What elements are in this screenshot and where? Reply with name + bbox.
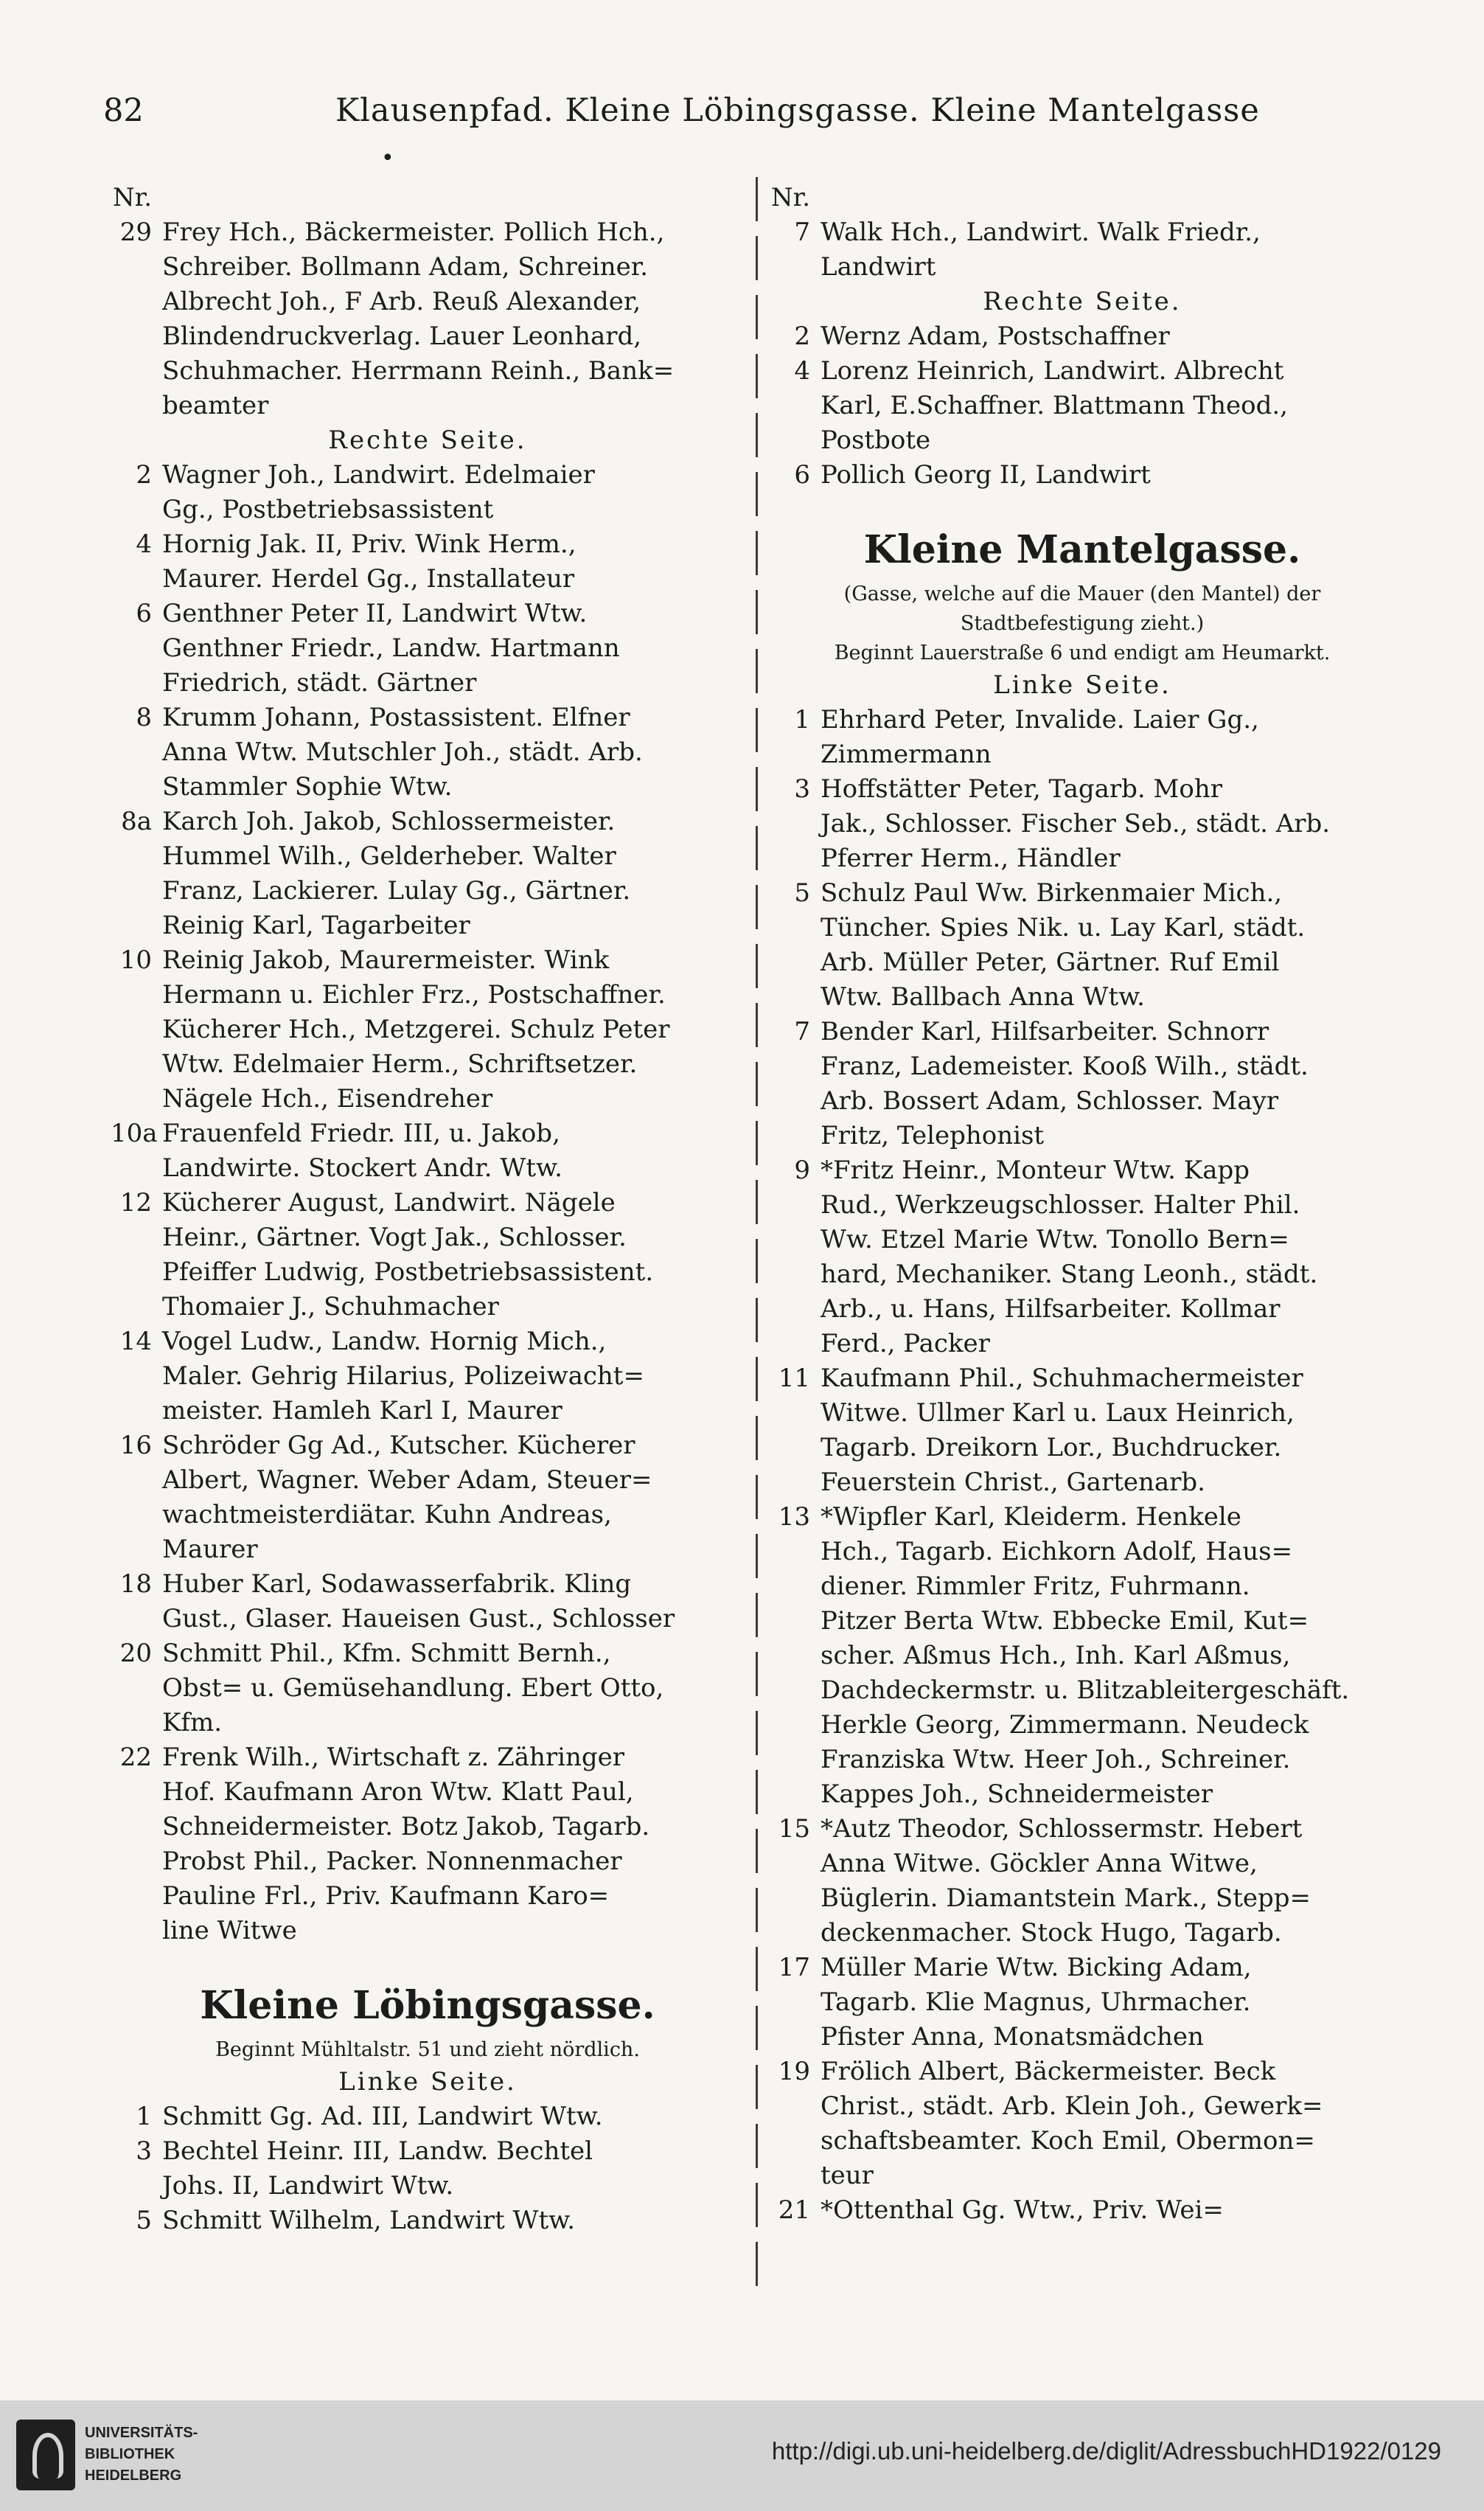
address-continuation	[769, 1881, 1396, 1916]
address-entry	[769, 1153, 1396, 1188]
entry-text: Schröder Gg Ad., Kutscher. Kücherer	[162, 1431, 635, 1460]
entry-text: Arb., u. Hans, Hilfsarbeiter. Kollmar	[821, 1294, 1281, 1324]
house-number: 4	[794, 356, 810, 386]
entry-text: Pferrer Herm., Händler	[821, 844, 1121, 873]
entry-text: Friedrich, städt. Gärtner	[162, 668, 477, 698]
entry-text: Huber Karl, Sodawasserfabrik. Kling	[162, 1569, 632, 1599]
entry-text: Kücherer Hch., Metzgerei. Schulz Peter	[162, 1015, 670, 1044]
entry-text: Tüncher. Spies Nik. u. Lay Karl, städt.	[821, 913, 1306, 942]
entry-text: Rud., Werkzeugschlosser. Halter Phil.	[821, 1190, 1300, 1220]
address-entry	[111, 805, 745, 839]
house-number: 14	[119, 1327, 152, 1356]
entry-text: Probst Phil., Packer. Nonnenmacher	[162, 1847, 622, 1876]
entry-text: Kücherer August, Landwirt. Nägele	[162, 1188, 616, 1218]
entry-text: Walk Hch., Landwirt. Walk Friedr.,	[821, 218, 1261, 247]
street-description: Beginnt Lauerstraße 6 und endigt am Heumarkt.	[834, 642, 1331, 664]
address-continuation	[111, 389, 745, 423]
address-continuation	[769, 945, 1396, 980]
address-continuation	[111, 1879, 745, 1914]
address-entry	[111, 1567, 745, 1602]
address-continuation	[111, 1671, 745, 1706]
entry-text: Wernz Adam, Postschaffner	[821, 322, 1170, 351]
entry-text: Tagarb. Dreikorn Lor., Buchdrucker.	[821, 1433, 1282, 1462]
address-entry	[769, 1951, 1396, 1985]
address-continuation	[111, 285, 745, 319]
address-continuation	[111, 1532, 745, 1567]
address-entry	[111, 2134, 745, 2169]
entry-text: Lorenz Heinrich, Landwirt. Albrecht	[821, 356, 1284, 386]
address-entry	[111, 527, 745, 562]
address-continuation	[769, 1673, 1396, 1708]
entry-text: Landwirt	[821, 252, 936, 282]
address-continuation	[111, 1914, 745, 1948]
entry-text: Feuerstein Christ., Gartenarb.	[821, 1468, 1205, 1497]
address-continuation	[111, 1359, 745, 1394]
address-continuation	[111, 1255, 745, 1290]
address-continuation	[111, 1463, 745, 1498]
entry-text: *Autz Theodor, Schlossermstr. Hebert	[821, 1814, 1303, 1844]
address-continuation	[769, 1604, 1396, 1639]
address-continuation	[769, 1257, 1396, 1292]
address-entry	[111, 2203, 745, 2238]
address-entry	[111, 458, 745, 493]
entry-text: Karl, E.Schaffner. Blattmann Theod.,	[821, 391, 1288, 420]
side-heading: Rechte Seite.	[983, 287, 1182, 316]
address-continuation	[111, 1775, 745, 1810]
house-number: 18	[119, 1569, 152, 1599]
address-entry	[769, 319, 1396, 354]
entry-text: Witwe. Ullmer Karl u. Laux Heinrich,	[821, 1398, 1295, 1428]
address-continuation	[769, 1847, 1396, 1881]
address-continuation	[111, 1394, 745, 1428]
address-continuation	[769, 1985, 1396, 2020]
house-number: 15	[778, 1814, 810, 1844]
entry-text: Hummel Wilh., Gelderheber. Walter	[162, 841, 616, 871]
house-number: 4	[136, 529, 152, 559]
address-entry	[769, 1361, 1396, 1396]
street-title: Kleine Mantelgasse.	[863, 527, 1301, 572]
entry-text: Ww. Etzel Marie Wtw. Tonollo Bern=	[821, 1225, 1289, 1254]
entry-text: Bender Karl, Hilfsarbeiter. Schnorr	[821, 1017, 1269, 1046]
address-continuation	[769, 2124, 1396, 2159]
address-continuation	[111, 493, 745, 527]
house-number: 2	[794, 322, 810, 351]
address-entry	[111, 1186, 745, 1220]
library-logo-icon	[16, 2420, 75, 2490]
address-continuation	[769, 1777, 1396, 1812]
address-entry	[111, 1428, 745, 1463]
address-continuation	[769, 1049, 1396, 1084]
entry-text: meister. Hamleh Karl I, Maurer	[162, 1396, 562, 1425]
entry-text: Genthner Peter II, Landwirt Wtw.	[162, 599, 588, 628]
address-continuation	[111, 1844, 745, 1879]
column-divider	[756, 177, 758, 2301]
house-number: 6	[136, 599, 152, 628]
address-entry	[769, 2055, 1396, 2089]
entry-text: Wtw. Edelmaier Herm., Schriftsetzer.	[162, 1049, 638, 1079]
entry-text: Maler. Gehrig Hilarius, Polizeiwacht=	[162, 1361, 644, 1391]
entry-text: Albrecht Joh., F Arb. Reuß Alexander,	[162, 287, 641, 316]
address-entry	[111, 215, 745, 250]
address-continuation	[111, 562, 745, 597]
address-continuation	[769, 807, 1396, 841]
spacer	[111, 1948, 745, 1976]
address-continuation	[111, 1810, 745, 1844]
entry-text: Stammler Sophie Wtw.	[162, 772, 453, 802]
entry-text: Frauenfeld Friedr. III, u. Jakob,	[162, 1119, 560, 1148]
address-entry	[769, 876, 1396, 911]
entry-text: Maurer	[162, 1535, 258, 1564]
house-number: 10	[119, 945, 152, 975]
entry-text: Pauline Frl., Priv. Kaufmann Karo=	[162, 1881, 610, 1911]
house-number: 10a	[111, 1119, 158, 1148]
address-entry	[769, 1500, 1396, 1535]
entry-text: Wagner Joh., Landwirt. Edelmaier	[162, 460, 595, 490]
library-name: UNIVERSITÄTS- BIBLIOTHEK HEIDELBERG	[85, 2425, 198, 2484]
page-header	[103, 85, 1401, 136]
address-entry	[111, 1740, 745, 1775]
entry-text: Schuhmacher. Herrmann Reinh., Bank=	[162, 356, 675, 386]
house-number: 9	[794, 1156, 810, 1185]
house-number: Nr.	[112, 183, 152, 212]
address-continuation	[769, 1084, 1396, 1119]
entry-text: Gg., Postbetriebsassistent	[162, 495, 494, 524]
entry-text: *Fritz Heinr., Monteur Wtw. Kapp	[821, 1156, 1250, 1185]
entry-text: Krumm Johann, Postassistent. Elfner	[162, 703, 630, 732]
entry-text: Karch Joh. Jakob, Schlossermeister.	[162, 807, 616, 836]
entry-text: Reinig Jakob, Maurermeister. Wink	[162, 945, 610, 975]
address-continuation	[111, 1290, 745, 1324]
entry-text: Pfister Anna, Monatsmädchen	[821, 2022, 1204, 2052]
entry-text: Bechtel Heinr. III, Landw. Bechtel	[162, 2136, 593, 2166]
address-entry	[769, 703, 1396, 737]
address-continuation	[111, 978, 745, 1013]
entry-text: Heinr., Gärtner. Vogt Jak., Schlosser.	[162, 1223, 627, 1252]
entry-text: Nägele Hch., Eisendreher	[162, 1084, 493, 1114]
address-entry	[769, 1015, 1396, 1049]
address-continuation	[111, 1220, 745, 1255]
entry-text: line Witwe	[162, 1916, 297, 1945]
entry-text: Wtw. Ballbach Anna Wtw.	[821, 982, 1145, 1012]
house-number: 20	[119, 1639, 152, 1668]
entry-text: Vogel Ludw., Landw. Hornig Mich.,	[162, 1327, 607, 1356]
address-continuation	[111, 1047, 745, 1082]
address-entry	[111, 2100, 745, 2134]
entry-text: diener. Rimmler Fritz, Fuhrmann.	[821, 1571, 1250, 1601]
entry-text: Frenk Wilh., Wirtschaft z. Zähringer	[162, 1743, 625, 1772]
entry-text: Hermann u. Eichler Frz., Postschaffner.	[162, 980, 666, 1010]
entry-text: Hoffstätter Peter, Tagarb. Mohr	[821, 774, 1222, 804]
entry-text: Maurer. Herdel Gg., Installateur	[162, 564, 575, 594]
entry-text: Büglerin. Diamantstein Mark., Stepp=	[821, 1883, 1311, 1913]
left-column	[111, 181, 745, 2297]
entry-text: Franz, Lademeister. Kooß Wilh., städt.	[821, 1052, 1309, 1081]
address-continuation	[769, 1431, 1396, 1465]
entry-text: Obst= u. Gemüsehandlung. Ebert Otto,	[162, 1673, 664, 1703]
entry-text: Hch., Tagarb. Eichkorn Adolf, Haus=	[821, 1537, 1293, 1566]
address-continuation	[111, 735, 745, 770]
entry-text: Schmitt Phil., Kfm. Schmitt Bernh.,	[162, 1639, 611, 1668]
address-continuation	[769, 1292, 1396, 1327]
address-continuation	[111, 250, 745, 285]
house-number: 12	[119, 1188, 152, 1218]
house-number: 17	[778, 1953, 810, 1982]
entry-text: Jak., Schlosser. Fischer Seb., städt. Arb.	[821, 809, 1331, 838]
entry-text: Zimmermann	[821, 740, 992, 769]
address-entry	[769, 2193, 1396, 2228]
house-number: 1	[136, 2102, 152, 2131]
address-continuation	[769, 1708, 1396, 1743]
address-continuation	[111, 1013, 745, 1047]
address-continuation	[769, 980, 1396, 1015]
address-entry	[111, 597, 745, 631]
address-continuation	[769, 737, 1396, 772]
address-entry	[769, 181, 1396, 215]
entry-text: Johs. II, Landwirt Wtw.	[162, 2171, 454, 2201]
address-continuation	[769, 1396, 1396, 1431]
address-entry	[769, 1812, 1396, 1847]
entry-text: wachtmeisterdiätar. Kuhn Andreas,	[162, 1500, 612, 1529]
side-heading: Linke Seite.	[993, 670, 1171, 700]
entry-text: Ferd., Packer	[821, 1329, 990, 1358]
address-continuation	[111, 666, 745, 701]
house-number: 3	[136, 2136, 152, 2166]
house-number: 3	[794, 774, 810, 804]
entry-text: Postbote	[821, 426, 931, 455]
address-continuation	[769, 2020, 1396, 2055]
entry-text: Pollich Georg II, Landwirt	[821, 460, 1151, 490]
side-heading: Rechte Seite.	[328, 426, 527, 455]
address-entry	[769, 354, 1396, 389]
house-number: 8a	[121, 807, 152, 836]
address-continuation	[769, 2159, 1396, 2193]
address-continuation	[111, 1082, 745, 1116]
entry-text: Arb. Müller Peter, Gärtner. Ruf Emil	[821, 948, 1280, 977]
entry-text: Blindendruckverlag. Lauer Leonhard,	[162, 322, 642, 351]
entry-text: Pfeiffer Ludwig, Postbetriebsassistent.	[162, 1257, 654, 1287]
spacer	[769, 493, 1396, 521]
address-continuation	[769, 1743, 1396, 1777]
house-number: 19	[778, 2057, 810, 2086]
entry-text: Kfm.	[162, 1708, 223, 1737]
house-number: 5	[794, 878, 810, 908]
entry-text: deckenmacher. Stock Hugo, Tagarb.	[821, 1918, 1282, 1948]
entry-text: Dachdeckermstr. u. Blitzableitergeschäft.	[821, 1675, 1350, 1705]
street-title: Kleine Löbingsgasse.	[200, 1983, 655, 2028]
address-continuation	[769, 1569, 1396, 1604]
entry-text: schaftsbeamter. Koch Emil, Obermon=	[821, 2126, 1315, 2156]
address-continuation	[111, 909, 745, 943]
page-number: 82	[103, 92, 144, 129]
address-continuation	[769, 2089, 1396, 2124]
address-continuation	[769, 911, 1396, 945]
street-description: Stadtbefestigung zieht.)	[960, 612, 1205, 635]
entry-text: Tagarb. Klie Magnus, Uhrmacher.	[821, 1987, 1251, 2017]
address-continuation	[111, 1498, 745, 1532]
entry-text: Kaufmann Phil., Schuhmachermeister	[821, 1364, 1303, 1393]
entry-text: Frey Hch., Bäckermeister. Pollich Hch.,	[162, 218, 665, 247]
house-number: 13	[778, 1502, 810, 1532]
address-continuation	[769, 1916, 1396, 1951]
house-number: 11	[778, 1364, 810, 1393]
entry-text: Christ., städt. Arb. Klein Joh., Gewerk=	[821, 2091, 1323, 2121]
address-continuation	[769, 1119, 1396, 1153]
entry-text: Schulz Paul Ww. Birkenmaier Mich.,	[821, 878, 1283, 908]
house-number: Nr.	[770, 183, 810, 212]
address-continuation	[769, 1223, 1396, 1257]
street-description: Beginnt Mühltalstr. 51 und zieht nördlich.	[215, 2038, 640, 2061]
address-entry	[769, 215, 1396, 250]
address-continuation	[769, 423, 1396, 458]
entry-text: Albert, Wagner. Weber Adam, Steuer=	[162, 1465, 652, 1495]
entry-text: Gust., Glaser. Haueisen Gust., Schlosser	[162, 1604, 675, 1633]
entry-text: hard, Mechaniker. Stang Leonh., städt.	[821, 1260, 1318, 1289]
entry-text: Hof. Kaufmann Aron Wtw. Klatt Paul,	[162, 1777, 634, 1807]
entry-text: Fritz, Telephonist	[821, 1121, 1045, 1150]
address-continuation	[769, 1327, 1396, 1361]
house-number: 1	[794, 705, 810, 734]
address-continuation	[111, 2169, 745, 2203]
running-title: Klausenpfad. Kleine Löbingsgasse. Kleine Mantelgasse	[335, 92, 1260, 129]
address-continuation	[769, 250, 1396, 285]
stray-mark: •	[381, 145, 394, 171]
entry-text: Arb. Bossert Adam, Schlosser. Mayr	[821, 1086, 1279, 1116]
address-continuation	[111, 839, 745, 874]
entry-text: Müller Marie Wtw. Bicking Adam,	[821, 1953, 1252, 1982]
house-number: 22	[119, 1743, 152, 1772]
house-number: 2	[136, 460, 152, 490]
house-number: 7	[794, 218, 810, 247]
entry-text: Franziska Wtw. Heer Joh., Schreiner.	[821, 1745, 1291, 1774]
entry-text: beamter	[162, 391, 269, 420]
house-number: 29	[119, 218, 152, 247]
address-continuation	[769, 1465, 1396, 1500]
address-continuation	[111, 1706, 745, 1740]
entry-text: *Wipfler Karl, Kleiderm. Henkele	[821, 1502, 1241, 1532]
entry-text: Frölich Albert, Bäckermeister. Beck	[821, 2057, 1276, 2086]
footer-bar	[0, 2400, 1484, 2511]
address-continuation	[769, 389, 1396, 423]
entry-text: scher. Aßmus Hch., Inh. Karl Aßmus,	[821, 1641, 1291, 1670]
entry-text: Thomaier J., Schuhmacher	[162, 1292, 499, 1322]
entry-text: Landwirte. Stockert Andr. Wtw.	[162, 1153, 562, 1183]
address-continuation	[769, 841, 1396, 876]
address-entry	[111, 181, 745, 215]
entry-text: Pitzer Berta Wtw. Ebbecke Emil, Kut=	[821, 1606, 1309, 1636]
side-heading: Linke Seite.	[338, 2067, 517, 2097]
entry-text: Kappes Joh., Schneidermeister	[821, 1779, 1213, 1809]
address-continuation	[111, 319, 745, 354]
permalink-url[interactable]: http://digi.ub.uni-heidelberg.de/diglit/AdressbuchHD1922/0129	[771, 2437, 1441, 2465]
entry-text: Genthner Friedr., Landw. Hartmann	[162, 633, 620, 663]
entry-text: Herkle Georg, Zimmermann. Neudeck	[821, 1710, 1309, 1740]
house-number: 8	[136, 703, 152, 732]
house-number: 6	[794, 460, 810, 490]
address-entry	[111, 701, 745, 735]
entry-text: Hornig Jak. II, Priv. Wink Herm.,	[162, 529, 576, 559]
address-continuation	[111, 631, 745, 666]
address-continuation	[111, 354, 745, 389]
address-entry	[111, 1636, 745, 1671]
address-continuation	[111, 770, 745, 805]
address-entry	[111, 1324, 745, 1359]
entry-text: Anna Wtw. Mutschler Joh., städt. Arb.	[162, 737, 643, 767]
entry-text: *Ottenthal Gg. Wtw., Priv. Wei=	[821, 2195, 1224, 2225]
address-continuation	[111, 1602, 745, 1636]
house-number: 5	[136, 2206, 152, 2235]
house-number: 16	[119, 1431, 152, 1460]
house-number: 21	[778, 2195, 810, 2225]
address-continuation	[769, 1188, 1396, 1223]
entry-text: Schreiber. Bollmann Adam, Schreiner.	[162, 252, 649, 282]
address-continuation	[769, 1535, 1396, 1569]
entry-text: teur	[821, 2161, 874, 2190]
entry-text: Schmitt Gg. Ad. III, Landwirt Wtw.	[162, 2102, 603, 2131]
address-continuation	[111, 1151, 745, 1186]
address-entry	[769, 458, 1396, 493]
entry-text: Schneidermeister. Botz Jakob, Tagarb.	[162, 1812, 650, 1841]
house-number: 7	[794, 1017, 810, 1046]
address-entry	[111, 943, 745, 978]
address-continuation	[769, 1639, 1396, 1673]
entry-text: Anna Witwe. Göckler Anna Witwe,	[821, 1849, 1258, 1878]
entry-text: Ehrhard Peter, Invalide. Laier Gg.,	[821, 705, 1259, 734]
entry-text: Franz, Lackierer. Lulay Gg., Gärtner.	[162, 876, 631, 906]
address-continuation	[111, 874, 745, 909]
right-column	[769, 181, 1396, 2297]
address-entry	[111, 1116, 745, 1151]
entry-text: Reinig Karl, Tagarbeiter	[162, 911, 470, 940]
street-description: (Gasse, welche auf die Mauer (den Mantel) der	[843, 583, 1321, 605]
entry-text: Schmitt Wilhelm, Landwirt Wtw.	[162, 2206, 576, 2235]
address-entry	[769, 772, 1396, 807]
